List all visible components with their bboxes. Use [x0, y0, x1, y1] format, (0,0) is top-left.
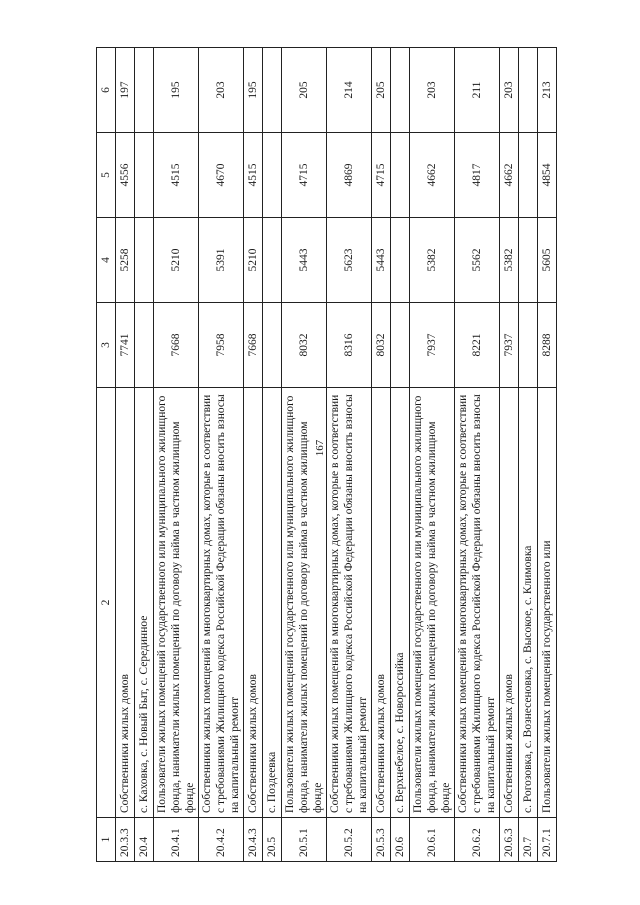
- table-row: [500, 48, 519, 862]
- value-col4-cell: 5443: [282, 218, 327, 303]
- value-col3-cell: 7958: [199, 303, 244, 388]
- value-col6-cell: 203: [410, 48, 455, 133]
- value-col4-cell: 5391: [199, 218, 244, 303]
- value-col4-cell: 5382: [500, 218, 519, 303]
- value-col3-cell: 7668: [244, 303, 263, 388]
- table-row: [519, 48, 538, 862]
- value-col3-cell: 8316: [327, 303, 372, 388]
- value-col3-cell: [263, 303, 282, 388]
- table-row: [410, 48, 455, 862]
- header-cell: 6: [97, 48, 116, 133]
- value-col5-cell: 4715: [372, 133, 391, 218]
- value-col3-cell: 7937: [410, 303, 455, 388]
- row-code-cell: 20.6.2: [455, 818, 500, 862]
- row-code-cell: 20.7.1: [538, 818, 557, 862]
- row-description-cell: с. Каховка, с. Новый Быт, с. Серединное: [135, 388, 154, 818]
- row-description-cell: Собственники жилых помещений в многоквартирных домах, которые в соответствии с требованиями Жилищного кодекса Российской Федерации обязаны вносить взносы на капитальный ремонт: [199, 388, 244, 818]
- row-description-cell: с. Рогозовка, с. Вознесеновка, с. Высокое, с. Климовка: [519, 388, 538, 818]
- value-col6-cell: 203: [500, 48, 519, 133]
- page-number: 167: [314, 439, 326, 457]
- row-code-cell: 20.6: [391, 818, 410, 862]
- row-code-cell: 20.5.1: [282, 818, 327, 862]
- row-code-cell: 20.6.3: [500, 818, 519, 862]
- row-code-cell: 20.4.2: [199, 818, 244, 862]
- value-col5-cell: [263, 133, 282, 218]
- value-col6-cell: 205: [282, 48, 327, 133]
- table-row: [282, 48, 327, 862]
- value-col6-cell: 203: [199, 48, 244, 133]
- value-col6-cell: [135, 48, 154, 133]
- row-code-cell: 20.5.2: [327, 818, 372, 862]
- value-col5-cell: 4817: [455, 133, 500, 218]
- value-col3-cell: [519, 303, 538, 388]
- tariff-table: [96, 47, 557, 862]
- table-row: [391, 48, 410, 862]
- header-cell: 3: [97, 303, 116, 388]
- row-code-cell: 20.6.1: [410, 818, 455, 862]
- value-col3-cell: [135, 303, 154, 388]
- value-col4-cell: 5443: [372, 218, 391, 303]
- table-row: [154, 48, 199, 862]
- value-col6-cell: 211: [455, 48, 500, 133]
- header-cell: 2: [97, 388, 116, 818]
- table-row: [327, 48, 372, 862]
- value-col4-cell: [519, 218, 538, 303]
- value-col5-cell: [519, 133, 538, 218]
- value-col6-cell: 197: [116, 48, 135, 133]
- row-description-cell: с. Верхнебелое, с. Новороссийка: [391, 388, 410, 818]
- value-col4-cell: [391, 218, 410, 303]
- value-col6-cell: 214: [327, 48, 372, 133]
- value-col6-cell: [391, 48, 410, 133]
- value-col5-cell: 4515: [244, 133, 263, 218]
- value-col4-cell: [263, 218, 282, 303]
- rotated-table-container: [96, 48, 586, 862]
- value-col6-cell: 205: [372, 48, 391, 133]
- row-description-cell: Собственники жилых домов: [244, 388, 263, 818]
- row-code-cell: 20.5.3: [372, 818, 391, 862]
- value-col4-cell: 5258: [116, 218, 135, 303]
- value-col5-cell: 4556: [116, 133, 135, 218]
- value-col3-cell: 8032: [282, 303, 327, 388]
- table-row: [244, 48, 263, 862]
- header-cell: 1: [97, 818, 116, 862]
- row-code-cell: 20.7: [519, 818, 538, 862]
- value-col5-cell: 4715: [282, 133, 327, 218]
- row-description-cell: Пользователи жилых помещений государственного или муниципального жилищного фонда, наниматели жилых помещений по договору найма в частном жилищном фонде: [154, 388, 199, 818]
- table-row: [263, 48, 282, 862]
- header-cell: 4: [97, 218, 116, 303]
- table-header-row: [97, 48, 116, 862]
- value-col4-cell: 5562: [455, 218, 500, 303]
- table-row: [116, 48, 135, 862]
- row-code-cell: 20.5: [263, 818, 282, 862]
- value-col5-cell: [391, 133, 410, 218]
- value-col4-cell: 5210: [244, 218, 263, 303]
- row-description-cell: Собственники жилых помещений в многоквартирных домах, которые в соответствии с требованиями Жилищного кодекса Российской Федерации обязаны вносить взносы на капитальный ремонт: [327, 388, 372, 818]
- value-col5-cell: [135, 133, 154, 218]
- value-col5-cell: 4869: [327, 133, 372, 218]
- row-description-cell: Пользователи жилых помещений государственного или: [538, 388, 557, 818]
- row-description-cell: Собственники жилых домов: [372, 388, 391, 818]
- value-col3-cell: 7937: [500, 303, 519, 388]
- table-row: [199, 48, 244, 862]
- row-description-cell: Пользователи жилых помещений государственного или муниципального жилищного фонда, наниматели жилых помещений по договору найма в частном жилищном фонде: [410, 388, 455, 818]
- row-description-cell: Собственники жилых домов: [500, 388, 519, 818]
- table-row: [538, 48, 557, 862]
- value-col3-cell: 8221: [455, 303, 500, 388]
- value-col4-cell: 5210: [154, 218, 199, 303]
- table-row: [135, 48, 154, 862]
- value-col5-cell: 4662: [500, 133, 519, 218]
- value-col4-cell: 5605: [538, 218, 557, 303]
- table-row: [455, 48, 500, 862]
- value-col4-cell: 5382: [410, 218, 455, 303]
- value-col3-cell: 7741: [116, 303, 135, 388]
- value-col3-cell: [391, 303, 410, 388]
- value-col4-cell: 5623: [327, 218, 372, 303]
- row-code-cell: 20.4: [135, 818, 154, 862]
- value-col4-cell: [135, 218, 154, 303]
- row-code-cell: 20.4.1: [154, 818, 199, 862]
- value-col3-cell: 8032: [372, 303, 391, 388]
- value-col6-cell: 195: [244, 48, 263, 133]
- value-col6-cell: [519, 48, 538, 133]
- value-col6-cell: 195: [154, 48, 199, 133]
- table-row: [372, 48, 391, 862]
- value-col5-cell: 4515: [154, 133, 199, 218]
- header-cell: 5: [97, 133, 116, 218]
- value-col5-cell: 4854: [538, 133, 557, 218]
- value-col6-cell: [263, 48, 282, 133]
- value-col6-cell: 213: [538, 48, 557, 133]
- row-description-cell: Собственники жилых помещений в многоквартирных домах, которые в соответствии с требованиями Жилищного кодекса Российской Федерации обязаны вносить взносы на капитальный ремонт: [455, 388, 500, 818]
- row-code-cell: 20.4.3: [244, 818, 263, 862]
- value-col3-cell: 7668: [154, 303, 199, 388]
- value-col3-cell: 8288: [538, 303, 557, 388]
- value-col5-cell: 4662: [410, 133, 455, 218]
- value-col5-cell: 4670: [199, 133, 244, 218]
- row-description-cell: Пользователи жилых помещений государственного или муниципального жилищного фонда, наниматели жилых помещений по договору найма в частном жилищном фонде: [282, 388, 327, 818]
- row-description-cell: Собственники жилых домов: [116, 388, 135, 818]
- row-description-cell: с. Поздеевка: [263, 388, 282, 818]
- row-code-cell: 20.3.3: [116, 818, 135, 862]
